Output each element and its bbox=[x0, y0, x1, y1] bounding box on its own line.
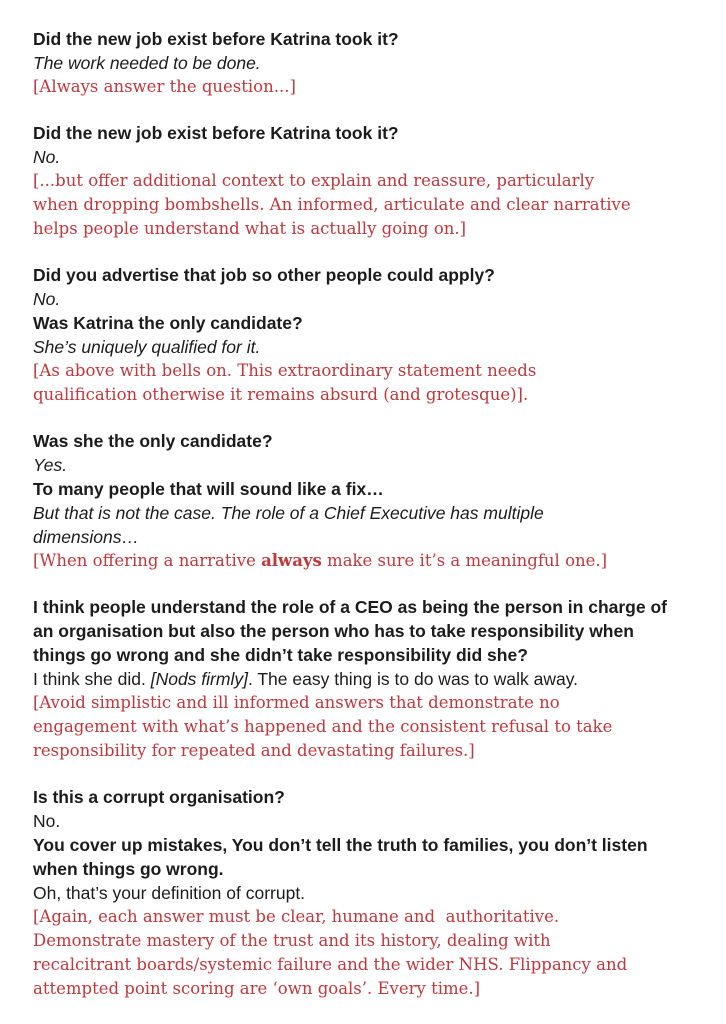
annotation-line: helps people understand what is actually going on.] bbox=[33, 219, 467, 238]
annotation-line: [As above with bells on. This extraordinary statement needs bbox=[33, 361, 537, 380]
annotation-line: [...but offer additional context to explain and reassure, particularly bbox=[33, 171, 595, 190]
answer-line: Yes. bbox=[33, 455, 68, 475]
answer-line: She’s uniquely qualified for it. bbox=[33, 337, 261, 357]
answer-line: dimensions… bbox=[33, 527, 140, 547]
question-line: when things go wrong. bbox=[33, 859, 224, 879]
qa-block-3 bbox=[33, 263, 696, 407]
annotation-line: recalcitrant boards/systemic failure and the wider NHS. Flippancy and bbox=[33, 955, 628, 974]
annotation-bold-text: always bbox=[261, 551, 322, 570]
answer-line: No. bbox=[33, 811, 61, 831]
stage-direction-text: [Nods firmly] bbox=[150, 669, 248, 689]
annotation-line: [Avoid simplistic and ill informed answers that demonstrate no bbox=[33, 693, 560, 712]
answer-line: No. bbox=[33, 289, 61, 309]
annotation-line: responsibility for repeated and devastating failures.] bbox=[33, 741, 475, 760]
question-line: Was Katrina the only candidate? bbox=[33, 313, 303, 333]
annotation-text: [When offering a narrative bbox=[33, 551, 262, 570]
answer-text: I think she did. bbox=[33, 669, 151, 689]
annotation-line: [Again, each answer must be clear, humane and authoritative. bbox=[33, 907, 560, 926]
question-line: You cover up mistakes, You don’t tell the truth to families, you don’t listen bbox=[33, 835, 648, 855]
question-line: Did the new job exist before Katrina took it? bbox=[33, 29, 399, 49]
answer-line: No. bbox=[33, 147, 61, 167]
qa-block-2 bbox=[33, 121, 696, 241]
qa-block-6 bbox=[33, 785, 696, 1001]
annotation-line: attempted point scoring are ‘own goals’. Every time.] bbox=[33, 979, 481, 998]
question-line: Did you advertise that job so other people could apply? bbox=[33, 265, 495, 285]
annotation-line: qualification otherwise it remains absurd (and grotesque)]. bbox=[33, 385, 529, 404]
answer-text: . The easy thing is to do was to walk away. bbox=[247, 669, 579, 689]
question-line: Did the new job exist before Katrina took it? bbox=[33, 123, 399, 143]
question-line: things go wrong and she didn’t take responsibility did she? bbox=[33, 645, 528, 665]
question-line: Was she the only candidate? bbox=[33, 431, 273, 451]
annotation-line bbox=[33, 549, 696, 573]
annotation-line: engagement with what’s happened and the consistent refusal to take bbox=[33, 717, 613, 736]
question-line: I think people understand the role of a CEO as being the person in charge of bbox=[33, 597, 667, 617]
qa-block-5 bbox=[33, 595, 696, 763]
annotation-line: Demonstrate mastery of the trust and its history, dealing with bbox=[33, 931, 551, 950]
answer-line: But that is not the case. The role of a Chief Executive has multiple bbox=[33, 503, 544, 523]
annotation-line: when dropping bombshells. An informed, articulate and clear narrative bbox=[33, 195, 631, 214]
annotation-line: [Always answer the question...] bbox=[33, 77, 296, 96]
question-line: Is this a corrupt organisation? bbox=[33, 787, 285, 807]
question-line: To many people that will sound like a fix… bbox=[33, 479, 384, 499]
answer-line: The work needed to be done. bbox=[33, 53, 261, 73]
question-line: an organisation but also the person who has to take responsibility when bbox=[33, 621, 634, 641]
answer-line: Oh, that’s your definition of corrupt. bbox=[33, 883, 306, 903]
answer-line bbox=[33, 667, 696, 691]
annotation-text: make sure it’s a meaningful one.] bbox=[321, 551, 608, 570]
qa-block-4 bbox=[33, 429, 696, 573]
qa-block-1 bbox=[33, 27, 696, 99]
